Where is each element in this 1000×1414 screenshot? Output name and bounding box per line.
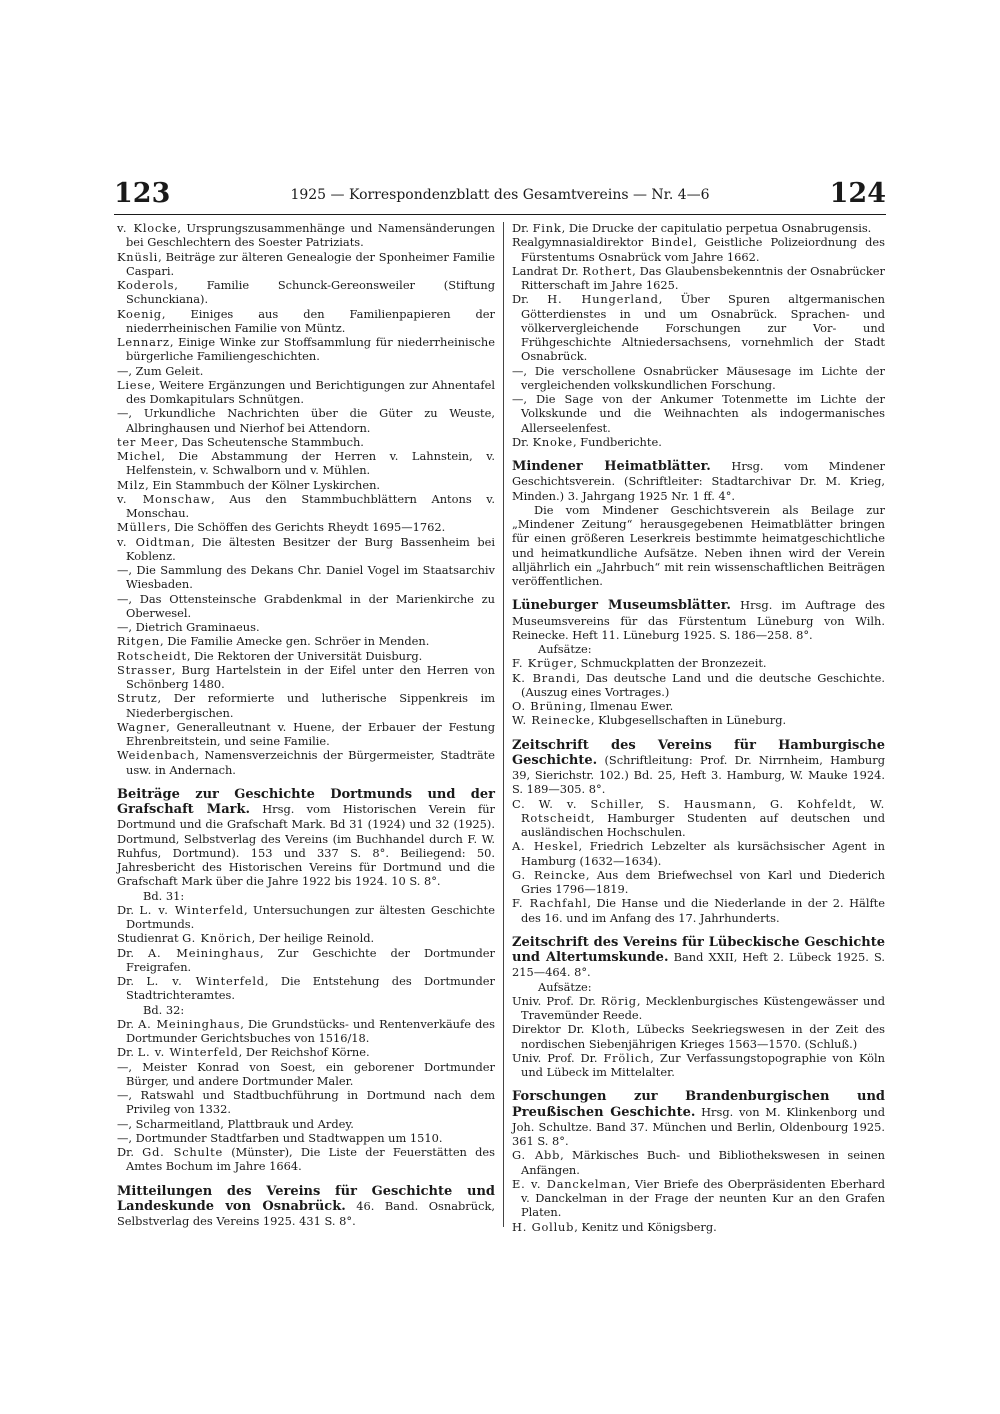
entry-text: , Ilmenau Ewer.: [582, 699, 674, 713]
entry-prefix: Dr.: [117, 1145, 143, 1159]
journal-title: Mindener Heimatblätter.: [512, 459, 711, 474]
bibliography-entry: [117, 221, 495, 250]
entry-text: , Weitere Ergänzungen und Berichtigungen zur Ahnentafel des Domkapitulars Schnütgen.: [126, 377, 495, 406]
entry-author: v. Oidtman: [117, 534, 191, 549]
bibliography-entry: [117, 250, 495, 279]
entry-author: Bindel: [651, 235, 694, 250]
page-number-right: 124: [829, 178, 886, 209]
bibliography-entry: [512, 839, 885, 868]
entry-text: , Ein Stammbuch der Kölner Lyskirchen.: [145, 477, 381, 492]
entry-text: , Aus dem Briefwechsel von Karl und Diederich Gries 1796—1819.: [521, 867, 885, 896]
entry-prefix: Landrat Dr.: [512, 263, 583, 278]
bibliography-entry: [512, 713, 885, 727]
journal-title: Zeitschrift des Vereins für Hamburgische Geschichte.: [512, 737, 885, 768]
entry-author: Koderols: [117, 278, 175, 292]
bibliography-entry: [512, 1022, 885, 1051]
bibliography-entry: [117, 449, 495, 478]
entry-text: , Das Glaubensbekenntnis der Osnabrücker Ritterschaft im Jahre 1625.: [521, 263, 885, 292]
entry-text: , Der heilige Reinold.: [251, 931, 375, 946]
entry-text: , Kenitz und Königsberg.: [574, 1219, 717, 1234]
left-column: [117, 221, 495, 1228]
bibliography-entry: [117, 478, 495, 492]
entry-author: O. Brüning: [512, 699, 583, 713]
entry-author: G. Abb: [512, 1148, 561, 1163]
bibliography-entry: [512, 392, 885, 435]
entry-prefix: Dr.: [512, 292, 548, 307]
bibliography-entry: [117, 620, 495, 634]
bibliography-entry: [117, 307, 495, 336]
bibliography-entry: [512, 656, 885, 670]
entry-text: , Vier Briefe des Oberpräsidenten Eberhard v. Danckelman in der Frage der neunten Kur an den Grafen Platen.: [521, 1176, 885, 1220]
volume-label: [117, 889, 495, 903]
entry-text: , Aus den Stammbuchblättern Antons v. Monschau.: [126, 491, 495, 520]
journal-details: Hrsg. vom Mindener Geschichtsverein. (Schriftleiter: Stadtarchivar Dr. M. Krieg, Minden.) 3. Jahrgang 1925 Nr. 1 ff. 4°.: [512, 459, 885, 503]
entry-author: Rotscheidt: [117, 648, 187, 663]
entry-prefix: Univ. Prof. Dr.: [512, 1050, 604, 1065]
bibliography-entry: [117, 592, 495, 621]
journal-title: Lüneburger Museumsblätter.: [512, 598, 731, 614]
entry-text: , Friedrich Lebzelter als kursächsischer Agent in Hamburg (1632—1634).: [521, 839, 885, 868]
entry-text: —, Dortmunder Stadtfarben und Stadtwappen um 1510.: [117, 1130, 443, 1145]
bibliography-entry: [117, 903, 495, 932]
entry-text: , Mecklenburgisches Küstengewässer und Travemünder Reede.: [521, 993, 885, 1022]
entry-author: Strasser: [117, 662, 172, 677]
bibliography-entry: [512, 364, 885, 393]
entry-text: , Die Familie Amecke gen. Schröer in Menden.: [159, 634, 430, 649]
journal-details: (Schriftleitung: Prof. Dr. Nirrnheim, Hamburg 39, Sierichstr. 102.) Bd. 25, Heft 3. Hamburg, W. Mauke 1924. S. 189—305. 8°.: [512, 752, 885, 797]
entry-author: Ritgen: [117, 634, 160, 649]
bibliography-entry: [512, 435, 885, 449]
bibliography-entry: [117, 1017, 495, 1046]
journal-heading: [117, 1184, 495, 1229]
entry-author: Liese: [117, 377, 152, 392]
entry-text: , Die ältesten Besitzer der Burg Bassenheim bei Koblenz.: [126, 534, 495, 563]
entry-text: , Die Rektoren der Universität Duisburg.: [186, 648, 423, 663]
entry-author: H. Gollub: [512, 1219, 575, 1234]
section-label: [512, 642, 885, 656]
entry-prefix: Dr.: [512, 434, 533, 449]
bibliography-entry: [512, 699, 885, 713]
bibliography-entry: [512, 868, 885, 897]
bibliography-entry: [117, 1045, 495, 1059]
bibliography-entry: [512, 1177, 885, 1220]
journal-details: Hrsg. vom Historischen Verein für Dortmund und die Grafschaft Mark. Bd 31 (1924) und 32 (1925). Dortmund, Selbstverlag des Vereins (im Buchhandel durch F. W. Ruhfus, Dortmund). 153 und 337 S. 8°. Beiliegend: 50. Jahresbericht des Historischen Vereins für Dortmund und die Grafschaft Mark über die Jahre 1922 bis 1924. 10 S. 8°.: [117, 802, 495, 889]
bibliography-entry: [117, 492, 495, 521]
entry-text: , Einiges aus den Familienpapieren der niederrheinischen Familie von Müntz.: [126, 306, 495, 335]
journal-details: Hrsg. im Auftrage des Museumsvereins für das Fürstentum Lüneburg von Wilh. Reinecke. Heft 11. Lüneburg 1925. S. 186—258. 8°.: [512, 598, 885, 642]
journal-details: 46. Band. Osnabrück, Selbstverlag des Vereins 1925. 431 S. 8°.: [117, 1198, 495, 1228]
bibliography-entry: [117, 649, 495, 663]
entry-author: C. W. v. Schiller, S. Hausmann, G. Kohfeldt, W. Rotscheidt: [512, 796, 885, 825]
entry-author: Milz: [117, 477, 146, 492]
volume-label-text: Bd. 31:: [143, 888, 185, 903]
bibliography-entry: [512, 235, 885, 264]
entry-text: , Die Drucke der capitulatio perpetua Osnabrugensis.: [561, 221, 872, 235]
journal-heading: [512, 598, 885, 642]
bibliography-entry: [117, 1131, 495, 1145]
entry-text: —, Die Sammlung des Dekans Chr. Daniel Vogel im Staatsarchiv Wiesbaden.: [117, 563, 495, 592]
entry-text: , Über Spuren altgermanischen Götterdienstes in und um Osnabrück. Sprachen- und völkervergleichende Forschungen zur Vor- und Frühgeschichte Altniedersachsens, vornehmlich der Stadt Osnabrück.: [521, 292, 885, 364]
bibliography-entry: [512, 797, 885, 840]
entry-author: W. Reinecke: [512, 713, 591, 728]
column-divider: [503, 222, 504, 1227]
entry-text: , Burg Hartelstein in der Eifel unter den Herren von Schönberg 1480.: [126, 662, 495, 691]
entry-prefix: Realgymnasialdirektor: [512, 235, 652, 250]
page-number-left: 123: [114, 178, 171, 209]
journal-title: Mitteilungen des Vereins für Geschichte und Landeskunde von Osnabrück.: [117, 1183, 495, 1214]
entry-text: —, Meister Konrad von Soest, ein geborener Dortmunder Bürger, und andere Dortmunder Maler.: [117, 1059, 495, 1088]
volume-label: [117, 1003, 495, 1017]
bibliography-entry: [512, 994, 885, 1023]
entry-text: , Die Abstammung der Herren v. Lahnstein, v. Helfenstein, v. Schwalborn und v. Mühlen.: [126, 449, 495, 478]
bibliography-entry: [117, 1117, 495, 1131]
journal-heading: [512, 459, 885, 503]
bibliography-entry: [117, 406, 495, 435]
entry-author: Knoke: [532, 434, 573, 449]
entry-author: Gd. Schulte: [142, 1145, 224, 1159]
entry-text: —, Die Sage von der Ankumer Totenmette im Lichte der Volkskunde und die Weihnachten als indogermanisches Allerseelenfest.: [512, 392, 885, 435]
bibliography-entry: [117, 946, 495, 975]
entry-prefix: Studienrat: [117, 931, 183, 946]
entry-text: , Zur Verfassungstopographie von Köln und Lübeck im Mittelalter.: [521, 1050, 885, 1079]
entry-author: Weidenbach: [117, 748, 196, 763]
bibliography-entry: [117, 535, 495, 564]
bibliography-entry: [117, 378, 495, 407]
bibliography-entry: [117, 691, 495, 720]
entry-author: L. v. Winterfeld: [139, 902, 244, 917]
journal-heading: [512, 1089, 885, 1148]
bibliography-entry: [117, 1145, 495, 1174]
section-label: [512, 980, 885, 994]
entry-author: Lennarz: [117, 335, 170, 349]
entry-text: —, Die verschollene Osnabrücker Mäusesage im Lichte der vergleichenden volkskundlichen Forschung.: [512, 363, 885, 392]
entry-text: —, Scharmeitland, Plattbrauk und Ardey.: [117, 1116, 354, 1131]
bibliography-entry: [512, 1220, 885, 1234]
entry-text: —, Das Ottensteinsche Grabdenkmal in der Marienkirche zu Oberwesel.: [117, 591, 495, 620]
bibliography-entry: [117, 520, 495, 534]
bibliography-entry: [117, 364, 495, 378]
entry-text: , Namensverzeichnis der Bürgermeister, Stadträte usw. in Andernach.: [126, 748, 495, 777]
entry-text: , Schmuckplatten der Bronzezeit.: [573, 656, 767, 671]
entry-text: , Fundberichte.: [572, 434, 662, 449]
entry-text: , Märkisches Buch- und Bibliothekswesen in seinen Anfängen.: [521, 1148, 885, 1177]
journal-details: Hrsg. von M. Klinkenborg und Joh. Schultze. Band 37. München und Berlin, Oldenbourg 1925. 361 S. 8°.: [512, 1104, 885, 1148]
entry-author: G. Knörich: [182, 931, 252, 946]
entry-prefix: Dr.: [117, 1016, 139, 1031]
bibliography-entry: [117, 748, 495, 777]
bibliography-entry: [117, 335, 495, 364]
bibliography-entry: [512, 896, 885, 925]
entry-text: , Geistliche Polizeiordnung des Fürstentums Osnabrück vom Jahre 1662.: [521, 235, 885, 264]
bibliography-entry: [117, 720, 495, 749]
entry-text: , Die Grundstücks- und Rentenverkäufe des Dortmunder Gerichtsbuches von 1516/18.: [126, 1016, 495, 1045]
entry-author: Kloth: [591, 1022, 627, 1037]
entry-prefix: Dr.: [117, 974, 147, 988]
entry-author: A. Meininghaus: [147, 945, 261, 960]
bibliography-entry: [512, 1148, 885, 1177]
body-paragraph: [512, 503, 885, 589]
entry-author: G. Reincke: [512, 867, 586, 882]
journal-heading: [512, 935, 885, 980]
entry-text: —, Dietrich Graminaeus.: [117, 620, 260, 634]
volume-label-text: Bd. 32:: [143, 1002, 185, 1017]
journal-heading: [117, 787, 495, 889]
entry-author: E. v. Danckelman: [512, 1176, 627, 1191]
entry-text: , Klubgesellschaften in Lüneburg.: [590, 713, 787, 728]
entry-prefix: Dr.: [117, 1045, 138, 1060]
entry-text: , Die Entstehung des Dortmunder Stadtrichteramtes.: [126, 974, 495, 1003]
entry-author: Frölich: [603, 1050, 651, 1065]
entry-text: , Der reformierte und lutherische Sippenkreis im Niederbergischen.: [126, 691, 495, 720]
entry-prefix: Dr.: [117, 902, 140, 917]
entry-author: K. Brandi: [512, 670, 577, 685]
entry-prefix: Dr.: [512, 221, 533, 235]
header-rule: [114, 214, 886, 215]
entry-prefix: Univ. Prof. Dr.: [512, 993, 602, 1008]
entry-prefix: Direktor Dr.: [512, 1022, 592, 1037]
entry-prefix: Dr.: [117, 945, 148, 960]
entry-text: —, Urkundliche Nachrichten über die Güter zu Weuste, Albringhausen und Nierhof bei Attendorn.: [117, 406, 495, 435]
entry-author: Müllers: [117, 520, 167, 535]
entry-author: ter Meer: [117, 434, 175, 449]
bibliography-entry: [117, 435, 495, 449]
entry-author: Rörig: [601, 993, 637, 1008]
entry-text: , Das Scheutensche Stammbuch.: [174, 434, 364, 449]
entry-author: Koenig: [117, 306, 162, 321]
entry-author: Michel: [117, 449, 162, 463]
bibliography-entry: [512, 292, 885, 363]
entry-text: , Die Hanse und die Niederlande in der 2. Hälfte des 16. und im Anfang des 17. Jahrhunderts.: [521, 896, 886, 925]
bibliography-entry: [512, 671, 885, 700]
journal-details: Band XXII, Heft 2. Lübeck 1925. S. 215—464. 8°.: [512, 950, 885, 980]
bibliography-entry: [117, 1088, 495, 1117]
bibliography-entry: [117, 663, 495, 692]
bibliography-entry: [117, 931, 495, 945]
right-column: [512, 221, 885, 1234]
entry-author: L. v. Winterfeld: [137, 1045, 239, 1060]
entry-author: Rothert: [582, 263, 633, 278]
entry-author: Fink: [532, 221, 562, 235]
entry-author: v. Klocke: [117, 221, 178, 235]
entry-text: (Münster), Die Liste der Feuerstätten des Amtes Bochum im Jahre 1664.: [126, 1145, 495, 1174]
entry-author: A. Heskel: [512, 839, 579, 854]
bibliography-entry: [512, 221, 885, 235]
bibliography-entry: [117, 278, 495, 307]
entry-author: Wagner: [117, 719, 167, 734]
bibliography-entry: [512, 264, 885, 293]
entry-text: , Familie Schunck-Gereonsweiler (Stiftung Schunckiana).: [126, 278, 495, 307]
journal-heading: [512, 738, 885, 797]
journal-title: Beiträge zur Geschichte Dortmunds und der Grafschaft Mark.: [117, 786, 495, 817]
bibliography-entry: [117, 634, 495, 648]
entry-text: , Der Reichshof Körne.: [238, 1045, 370, 1060]
bibliography-entry: [117, 974, 495, 1003]
entry-text: , Zur Geschichte der Dortmunder Freigrafen.: [126, 945, 495, 974]
page-header: [114, 178, 886, 212]
entry-text: , Beiträge zur älteren Genealogie der Sponheimer Familie Caspari.: [126, 249, 495, 278]
entry-text: , Das deutsche Land und die deutsche Geschichte. (Auszug eines Vortrages.): [521, 670, 885, 699]
entry-author: L. v. Winterfeld: [146, 974, 265, 988]
entry-text: , Ursprungszusammenhänge und Namensänderungen bei Geschlechtern des Soester Patriziats.: [126, 221, 495, 250]
paragraph-text: Die vom Mindener Geschichtsverein als Beilage zur „Mindener Zeitung“ herausgegebenen Heimatblätter bringen für einen größeren Leserkreis bestimmte heimatgeschichtliche und heimatkundliche Aufsätze. Neben ihnen wird der Verein alljährlich ein „Jahrbuch“ mit rein wissenschaftlichen Beiträgen veröffentlichen.: [512, 502, 885, 588]
running-title: 1925 — Korrespondenzblatt des Gesamtvereins — Nr. 4—6: [290, 187, 710, 203]
bibliography-entry: [117, 1060, 495, 1089]
entry-author: Knüsli: [117, 249, 159, 264]
section-label-text: Aufsätze:: [538, 979, 592, 994]
section-label-text: Aufsätze:: [538, 642, 592, 656]
entry-text: , Lübecks Seekriegswesen in der Zeit des nordischen Siebenjährigen Krieges 1563—1570. (Schluß.): [521, 1022, 885, 1051]
entry-author: Strutz: [117, 691, 158, 706]
entry-text: —, Ratswahl und Stadtbuchführung in Dortmund nach dem Privileg von 1332.: [117, 1088, 495, 1117]
entry-text: , Die Schöffen des Gerichts Rheydt 1695—1762.: [166, 520, 446, 535]
entry-author: H. Hungerland: [547, 292, 659, 307]
entry-text: , Hamburger Studenten auf deutschen und ausländischen Hochschulen.: [521, 810, 885, 839]
entry-author: A. Meininghaus: [138, 1016, 241, 1031]
entry-author: F. Rachfahl: [512, 896, 588, 911]
journal-title: Forschungen zur Brandenburgischen und Preußischen Geschichte.: [512, 1089, 885, 1120]
entry-text: —, Zum Geleit.: [117, 363, 204, 378]
journal-title: Zeitschrift des Vereins für Lübeckische Geschichte und Altertumskunde.: [512, 934, 885, 965]
entry-author: v. Monschaw: [117, 491, 212, 506]
entry-author: F. Krüger: [512, 656, 574, 671]
bibliography-entry: [512, 1051, 885, 1080]
entry-text: , Generalleutnant v. Huene, der Erbauer der Festung Ehrenbreitstein, und seine Familie.: [126, 719, 495, 748]
entry-text: , Einige Winke zur Stoffsammlung für niederrheinische bürgerliche Familiengeschichten.: [126, 335, 495, 364]
bibliography-entry: [117, 563, 495, 592]
entry-text: , Untersuchungen zur ältesten Geschichte Dortmunds.: [126, 902, 495, 931]
